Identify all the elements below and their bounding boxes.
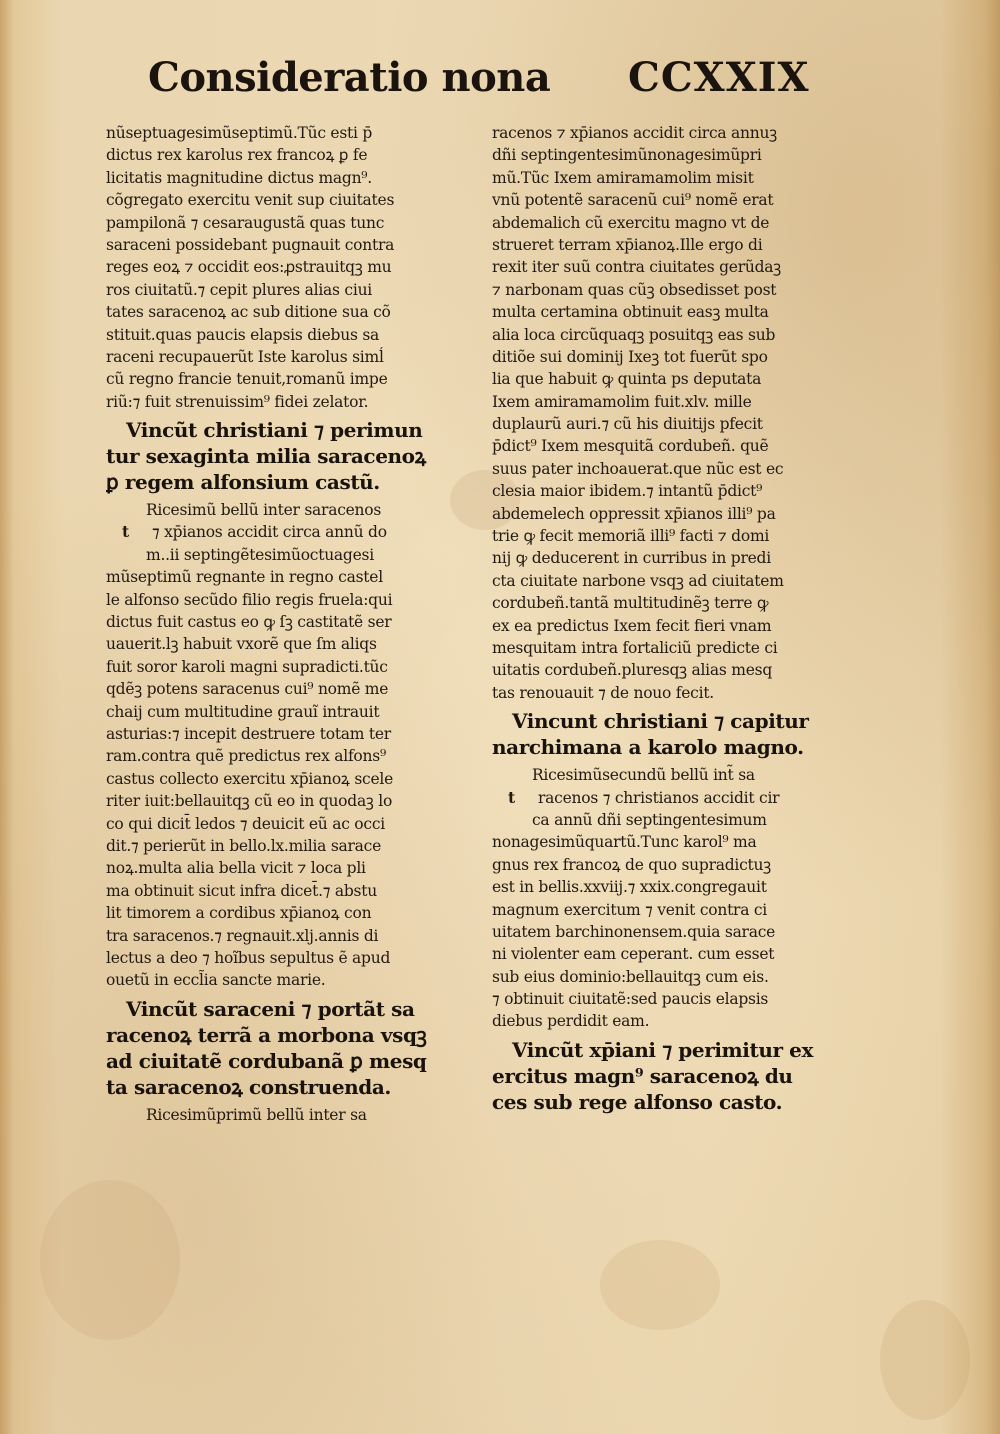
text-line: riũ:⁊ fuit strenuissim⁹ fidei zelator.: [106, 392, 369, 411]
text-line: ⁊ obtinuit ciuitatẽ:sed paucis elapsis: [492, 990, 769, 1009]
text-line: fuit soror karoli magni supradicti.tũc: [106, 657, 388, 676]
text-line: saraceni possidebant pugnauit contra: [106, 235, 395, 254]
text-line: licitatis magnitudine dictus magn⁹.: [106, 168, 372, 187]
text-line: duplaurũ auri.⁊ cũ his diuitijs pfecit: [492, 415, 763, 434]
text-line: uitatis cordubeñ.pluresqꝫ alias mesq: [492, 661, 773, 680]
text-line: cta ciuitate narbone vsqꝫ ad ciuitatem: [492, 571, 784, 590]
text-line: castus collecto exercitu xp̄ianoꝝ scele: [106, 769, 394, 788]
text-line: abdemalich cũ exercitu magno vt de: [492, 213, 770, 232]
text-line: p̄dict⁹ Ixem mesquitã cordubeñ. quẽ: [492, 437, 769, 456]
text-line: chaij cum multitudine grauĩ intrauit: [106, 702, 380, 721]
text-line: ex ea predictus Ixem fecit fieri vnam: [492, 616, 772, 635]
heading-line: ercitus magn⁹ saracenoꝝ du: [492, 1063, 793, 1088]
text-line: clesia maior ibidem.⁊ intantũ p̄dict⁹: [492, 482, 763, 501]
text-line: dictus fuit castus eo ꝙ ſꝫ castitatẽ ser: [106, 613, 392, 632]
heading-line: narchimana a karolo magno.: [492, 735, 804, 760]
text-line: cõgregato exercitu venit sup ciuitates: [106, 191, 395, 210]
heading-line: racenoꝝ terrã a morbona vsqꝫ: [106, 1022, 427, 1047]
text-line: mesquitam intra fortaliciũ predicte ci: [492, 638, 778, 657]
text-line: rexit iter suũ contra ciuitates gerũdaꝫ: [492, 258, 781, 277]
text-line: nũseptuagesimũseptimũ.Tũc esti p̄: [106, 124, 373, 142]
text-line: Ricesimũprimũ bellũ inter sa: [146, 1105, 367, 1124]
paragraph: [492, 122, 862, 704]
text-line: sub eius dominio:bellauitqꝫ cum eis.: [492, 967, 769, 986]
text-line: uauerit.lꝫ habuit vxorẽ que ſm aliqs: [106, 635, 377, 654]
heading-line: Vincũt christiani ⁊ perimun: [126, 418, 423, 443]
text-line: ros ciuitatũ.⁊ cepit plures alias ciui: [106, 280, 373, 299]
text-line: mũseptimũ regnante in regno castel: [106, 568, 383, 587]
text-line: ni violenter eam ceperant. cum esset: [492, 945, 775, 964]
heading-line: ces sub rege alfonso casto.: [492, 1089, 783, 1114]
section-heading: [106, 996, 486, 1100]
paragraph: [106, 122, 486, 413]
text-line: asturias:⁊ incepit destruere totam ter: [106, 724, 391, 743]
text-line: trie ꝙ fecit memoriã illi⁹ facti ⁊ domi: [492, 527, 770, 546]
text-line: Ixem amiramamolim fuit.xlv. mille: [492, 392, 752, 411]
running-title: Consideratio nona: [148, 54, 551, 101]
paper-stain: [600, 1240, 720, 1330]
text-line: dñi septingentesimũnonagesimũpri: [492, 146, 762, 165]
text-line: Ricesimũsecundũ bellũ int̃ sa: [532, 766, 755, 785]
text-line: pampilonã ⁊ cesaraugustã quas tunc: [106, 213, 385, 232]
text-column-left: [106, 122, 486, 1126]
heading-line: Vincũt saraceni ⁊ portãt sa: [126, 996, 415, 1021]
text-line: tas renouauit ⁊ de nouo fecit.: [492, 683, 714, 702]
initial-guide-letter: t: [508, 787, 515, 807]
text-line: qdẽꝫ potens saracenus cui⁹ nomẽ me: [106, 680, 389, 699]
text-line: ca annũ dñi septingentesimum: [532, 810, 767, 829]
text-line: mũ.Tũc Ixem amiramamolim misit: [492, 168, 754, 187]
section-heading: [492, 708, 862, 760]
text-line: cordubeñ.tantã multitudinẽꝫ terre ꝙ: [492, 594, 769, 613]
text-line: tra saracenos.⁊ regnauit.xlj.annis di: [106, 926, 379, 945]
text-line: lia que habuit ꝙ quinta ps deputata: [492, 370, 762, 389]
text-line: dictus rex karolus rex francoꝝ ꝑ fe: [106, 146, 368, 165]
text-line: alia loca circũquaqꝫ posuitqꝫ eas sub: [492, 325, 776, 344]
heading-line: ta saracenoꝝ construenda.: [106, 1074, 391, 1099]
heading-line: Vincũt xp̄iani ⁊ perimitur ex: [512, 1037, 814, 1062]
text-line: ma obtinuit sicut infra dicet̄.⁊ abstu: [106, 881, 377, 900]
text-line: multa certamina obtinuit easꝫ multa: [492, 303, 769, 322]
paragraph: [106, 1104, 486, 1126]
heading-line: ad ciuitatẽ cordubanã ꝑ mesq: [106, 1048, 427, 1073]
text-line: ditiõe sui dominij Ixeꝫ tot fuerũt spo: [492, 347, 768, 366]
heading-line: ꝑ regem alfonsium castũ.: [106, 470, 380, 495]
text-line: lectus a deo ⁊ hoĩbus sepultus ẽ apud: [106, 948, 391, 967]
text-line: gnus rex francoꝝ de quo supradictuꝫ: [492, 855, 771, 874]
text-line: abdemelech oppressit xp̄ianos illi⁹ pa: [492, 504, 776, 523]
text-line: reges eoꝝ ⁊ occidit eos:ꝓstrauitqꝫ mu: [106, 258, 392, 277]
text-line: ram.contra quẽ predictus rex alfons⁹: [106, 747, 386, 766]
paragraph: [492, 764, 862, 1033]
text-line: ⁊ narbonam quas cũꝫ obsedisset post: [492, 280, 777, 299]
text-line: racenos ⁊ xp̄ianos accidit circa annuꝫ: [492, 124, 777, 142]
text-line: dit.⁊ perierũt in bello.lx.milia sarace: [106, 836, 382, 855]
paragraph: [106, 499, 486, 992]
text-line: raceni recupauerũt Iste karolus simĺ: [106, 347, 384, 366]
text-line: vnũ potentẽ saracenũ cui⁹ nomẽ erat: [492, 191, 774, 210]
text-line: co qui dicit̄ ledos ⁊ deuicit eũ ac occi: [106, 814, 385, 833]
text-line: uitatem barchinonensem.quia sarace: [492, 922, 776, 941]
text-line: racenos ⁊ christianos accidit cir: [538, 788, 780, 807]
text-line: m..ii septingẽtesimũoctuagesi: [146, 545, 374, 564]
initial-guide-letter: t: [122, 522, 129, 542]
paper-stain: [40, 1180, 180, 1340]
text-line: magnum exercitum ⁊ venit contra ci: [492, 900, 768, 919]
text-line: ouetũ in eccl̃ia sancte marie.: [106, 971, 326, 990]
text-line: nij ꝙ deducerent in curribus in predi: [492, 549, 771, 568]
heading-line: tur sexaginta milia saracenoꝝ: [106, 444, 426, 469]
text-line: lit timorem a cordibus xp̄ianoꝝ con: [106, 904, 372, 923]
text-line: noꝝ.multa alia bella vicit ⁊ loca pli: [106, 859, 366, 878]
text-line: tates saracenoꝝ ac sub ditione sua cõ: [106, 303, 391, 322]
section-heading: [106, 417, 486, 495]
text-line: nonagesimũquartũ.Tunc karol⁹ ma: [492, 833, 757, 852]
section-heading: [492, 1037, 862, 1115]
text-line: est in bellis.xxviij.⁊ xxix.congregauit: [492, 878, 767, 897]
text-line: stituit.quas paucis elapsis diebus sa: [106, 325, 380, 344]
text-column-right: [492, 122, 862, 1115]
text-line: Ricesimũ bellũ inter saracenos: [146, 501, 382, 520]
text-line: riter iuit:bellauitqꝫ cũ eo in quodaꝫ lo: [106, 792, 393, 811]
paper-stain: [880, 1300, 970, 1420]
text-line: suus pater inchoauerat.que nũc est ec: [492, 459, 784, 478]
text-line: strueret terram xp̄ianoꝝ.Ille ergo di: [492, 235, 763, 254]
text-line: le alfonso secũdo filio regis fruela:qui: [106, 590, 393, 609]
folio-number: CCXXIX: [628, 54, 810, 101]
text-line: ⁊ xp̄ianos accidit circa annũ do: [152, 523, 387, 542]
heading-line: Vincunt christiani ⁊ capitur: [512, 709, 809, 734]
text-line: diebus perdidit eam.: [492, 1012, 650, 1031]
text-line: cũ regno francie tenuit,romanũ impe: [106, 370, 388, 389]
